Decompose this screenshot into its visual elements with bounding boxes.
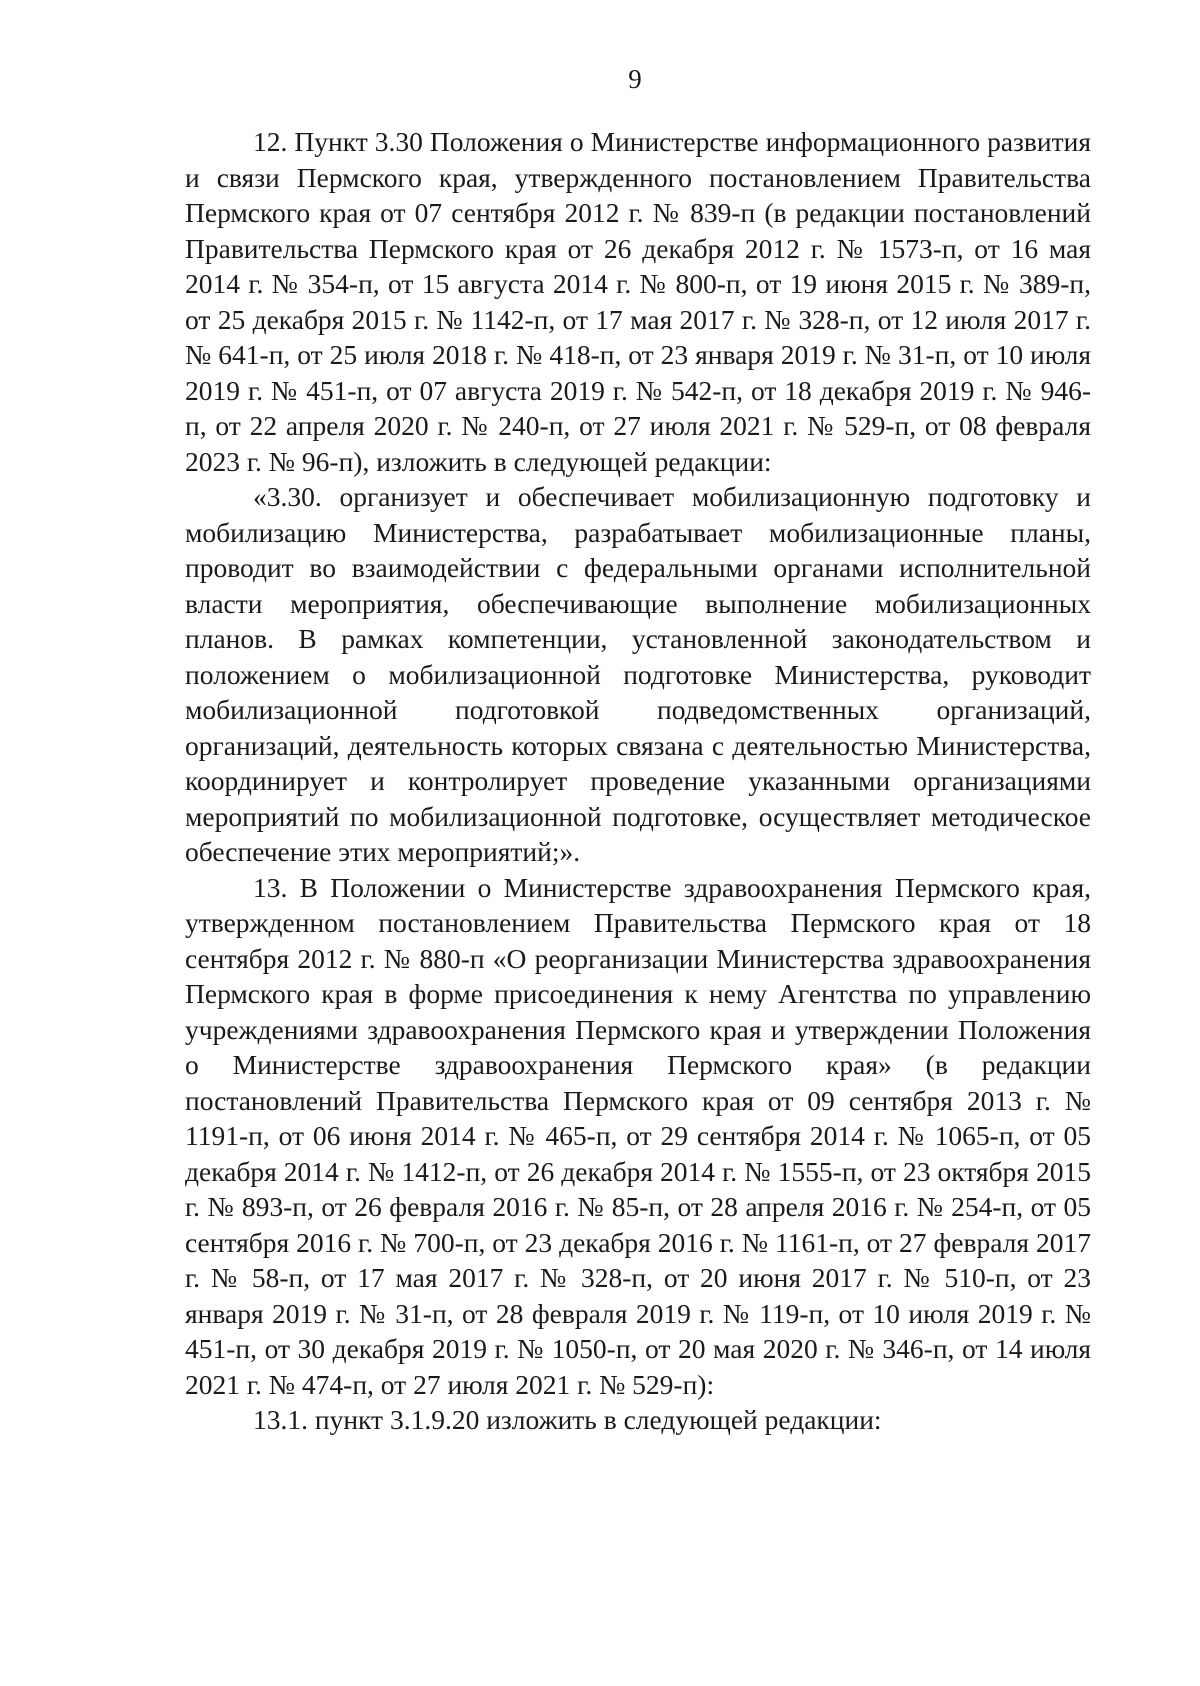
paragraph-12: 12. Пункт 3.30 Положения о Министерстве информационного развития и связи Пермского края, утвержденного постановлением Правительства Пермского края от 07 сентября 2012 г. № 839-п (в редакции постановлений Правительства Пермского края от 26 декабря 2012 г. № 1573-п, от 16 мая 2014 г. № 354-п, от 15 августа 2014 г. № 800-п, от 19 июня 2015 г. № 389-п, от 25 декабря 2015 г. № 1142-п, от 17 мая 2017 г. № 328-п, от 12 июля 2017 г. № 641-п, от 25 июля 2018 г. № 418-п, от 23 января 2019 г. № 31-п, от 10 июля 2019 г. № 451-п, от 07 августа 2019 г. № 542-п, от 18 декабря 2019 г. № 946-п, от 22 апреля 2020 г. № 240-п, от 27 июля 2021 г. № 529-п, от 08 февраля 2023 г. № 96-п), изложить в следующей редакции: (185, 126, 1091, 477)
paragraph-13-1: 13.1. пункт 3.1.9.20 изложить в следующей редакции: (253, 1404, 882, 1435)
paragraph-3-30-quote: «3.30. организует и обеспечивает мобилизационную подготовку и мобилизацию Министерства, разрабатывает мобилизационные планы, проводит во взаимодействии с федеральными органами исполнительной власти мероприятия, обеспечивающие выполнение мобилизационных планов. В рамках компетенции, установленной законодательством и положением о мобилизационной подготовке Министерства, руководит мобилизационной подготовкой подведомственных организаций, организаций, деятельность которых связана с деятельностью Министерства, координирует и контролирует проведение указанными организациями мероприятий по мобилизационной подготовке, осуществляет методическое обеспечение этих мероприятий;». (185, 481, 1091, 867)
document-body (185, 124, 1091, 1438)
page-number: 9 (628, 64, 642, 94)
paragraph-13: 13. В Положении о Министерстве здравоохранения Пермского края, утвержденном постановлением Правительства Пермского края от 18 сентября 2012 г. № 880-п «О реорганизации Министерства здравоохранения Пермского края в форме присоединения к нему Агентства по управлению учреждениями здравоохранения Пермского края и утверждении Положения о Министерстве здравоохранения Пермского края» (в редакции постановлений Правительства Пермского края от 09 сентября 2013 г. № 1191-п, от 06 июня 2014 г. № 465-п, от 29 сентября 2014 г. № 1065-п, от 05 декабря 2014 г. № 1412-п, от 26 декабря 2014 г. № 1555-п, от 23 октября 2015 г. № 893-п, от 26 февраля 2016 г. № 85-п, от 28 апреля 2016 г. № 254-п, от 05 сентября 2016 г. № 700-п, от 23 декабря 2016 г. № 1161-п, от 27 февраля 2017 г. № 58-п, от 17 мая 2017 г. № 328-п, от 20 июня 2017 г. № 510-п, от 23 января 2019 г. № 31-п, от 28 февраля 2019 г. № 119-п, от 10 июля 2019 г. № 451-п, от 30 декабря 2019 г. № 1050-п, от 20 мая 2020 г. № 346-п, от 14 июля 2021 г. № 474-п, от 27 июля 2021 г. № 529-п): (185, 871, 1091, 1400)
